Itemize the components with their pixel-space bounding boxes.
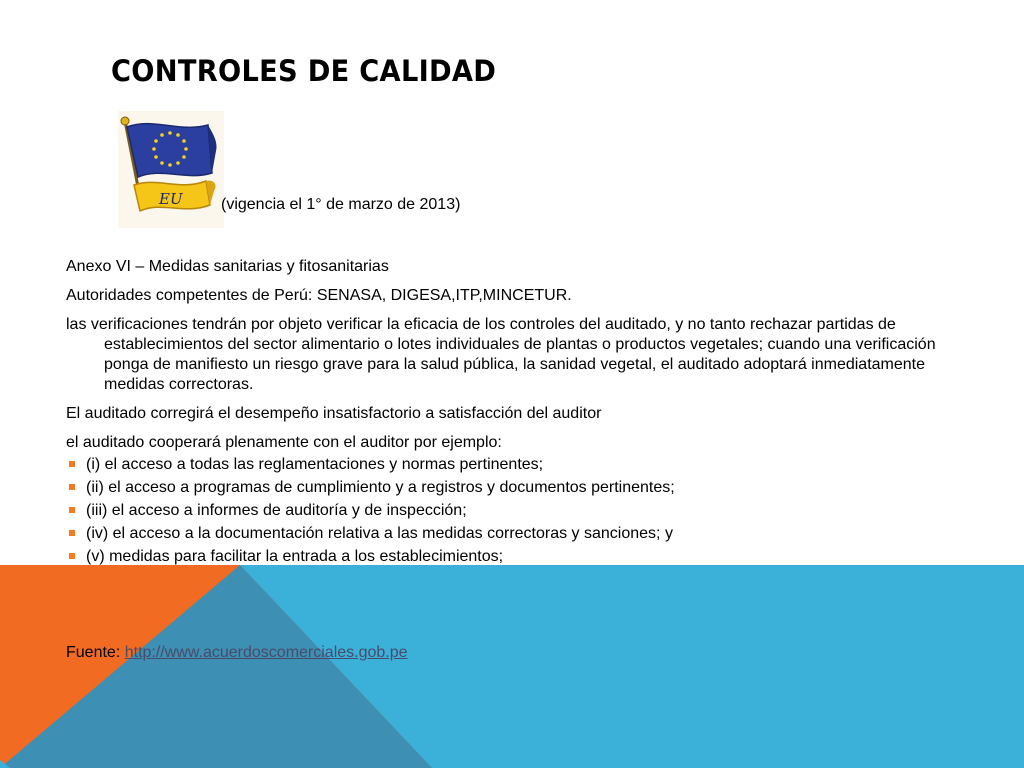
source-label: Fuente: [66,644,121,661]
paragraph-corregira: El auditado corregirá el desempeño insatisfactorio a satisfacción del auditor [66,405,602,422]
paragraph-anexo: Anexo VI – Medidas sanitarias y fitosanitarias [66,258,389,275]
source-line [66,644,408,662]
list-item [66,478,966,498]
slide-title: CONTROLES DE CALIDAD [111,54,497,88]
bullet-list [66,455,966,567]
paragraph-autoridades: Autoridades competentes de Perú: SENASA, DIGESA,ITP,MINCETUR. [66,287,572,304]
list-item [66,547,966,567]
list-item-text: (v) medidas para facilitar la entrada a los establecimientos; [86,548,504,565]
paragraph-verificaciones: las verificaciones tendrán por objeto verificar la eficacia de los controles del auditado, y no tanto rechazar partidas de establecimientos del sector alimentario o lotes individuales de plantas o productos vegetales; cuando una verificación ponga de manifiesto un riesgo grave para la salud pública, la sanidad vegetal, el auditado adoptará inmediatamente medidas correctoras. [66,316,936,393]
list-item-text: (iv) el acceso a la documentación relativa a las medidas correctoras y sanciones; y [86,525,673,542]
square-bullet-icon [69,530,75,536]
square-bullet-icon [69,461,75,467]
vigencia-text: (vigencia el 1° de marzo de 2013) [221,196,461,213]
paragraph-cooperara: el auditado cooperará plenamente con el auditor por ejemplo: [66,434,502,451]
list-item [66,524,966,544]
source-link[interactable]: http://www.acuerdoscomerciales.gob.pe [124,644,408,661]
list-item [66,455,966,475]
eu-label: EU [159,190,183,208]
eu-flag-icon [118,111,224,228]
list-item-text: (iii) el acceso a informes de auditoría y de inspección; [86,502,467,519]
list-item-text: (ii) el acceso a programas de cumplimiento y a registros y documentos pertinentes; [86,479,675,496]
square-bullet-icon [69,507,75,513]
list-item-text: (i) el acceso a todas las reglamentaciones y normas pertinentes; [86,456,544,473]
square-bullet-icon [69,553,75,559]
slide-body [66,257,966,570]
square-bullet-icon [69,484,75,490]
list-item [66,501,966,521]
